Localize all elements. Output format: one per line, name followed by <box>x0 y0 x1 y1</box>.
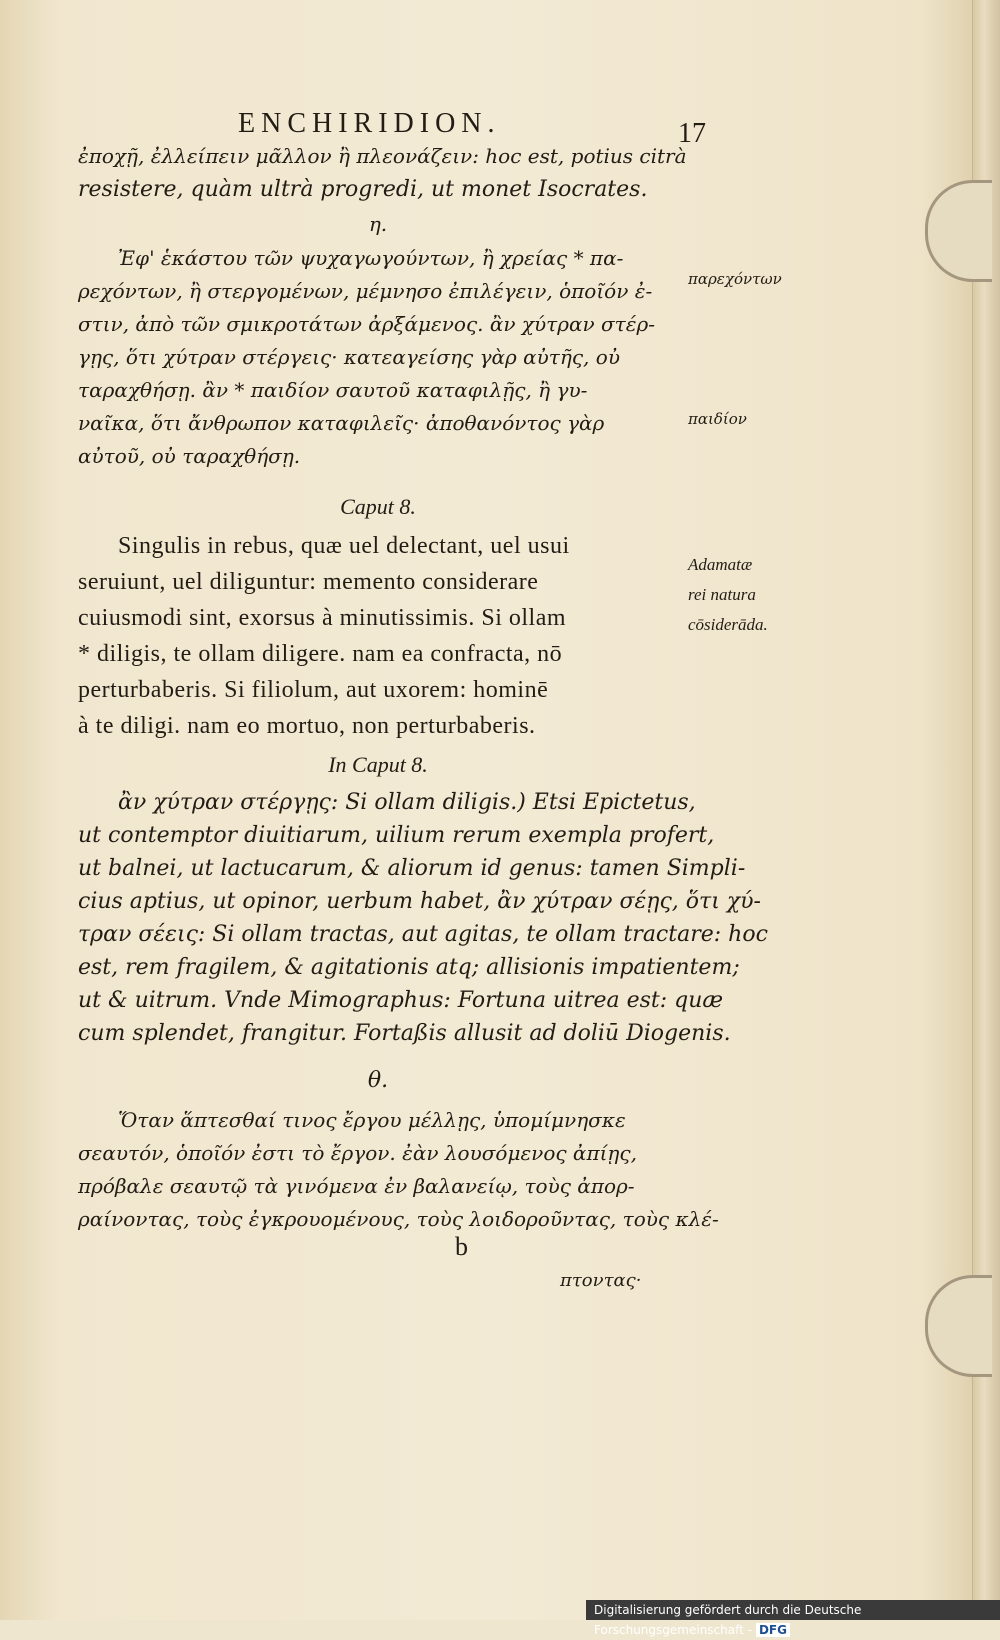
text-line: τραν σέεις: Si ollam tractas, aut agitas, te ollam tractare: hoc <box>78 922 768 947</box>
text-line: Ἐφ' ἑκάστου τῶν ψυχαγωγούντων, ἢ χρείας * πα- <box>118 246 624 270</box>
text-line: ἐποχῇ, ἐλλείπειν μᾶλλον ἢ πλεονάζειν: hoc est, potius citrà <box>78 144 687 168</box>
footer-text: Digitalisierung gefördert durch die Deutsche Forschungsgemeinschaft - <box>594 1603 862 1637</box>
text-line: Singulis in rebus, quæ uel delectant, uel usui <box>118 533 570 559</box>
commentary-text <box>78 786 768 1050</box>
margin-latin-note <box>688 550 768 640</box>
margin-line: cōsiderāda. <box>688 615 768 634</box>
signature-mark: b <box>455 1232 468 1261</box>
clasp-top <box>925 180 992 282</box>
text-line: à te diligi. nam eo mortuo, non perturbaberis. <box>78 713 536 739</box>
margin-greek-note: παιδίον <box>688 410 747 428</box>
text-line: ut contemptor diuitiarum, uilium rerum exempla profert, <box>78 823 715 848</box>
text-line: ut balnei, ut lactucarum, & aliorum id genus: tamen Simpli- <box>78 856 746 881</box>
text-line: ναῖκα, ὅτι ἄνθρωπον καταφιλεῖς· ἀποθανόντος γὰρ <box>78 411 605 435</box>
clasp-bottom <box>925 1275 992 1377</box>
text-line: ραίνοντας, τοὺς ἐγκρουομένους, τοὺς λοιδοροῦντας, τοὺς κλέ- <box>78 1207 719 1231</box>
digitization-footer <box>586 1600 1000 1637</box>
section-numeral-eta: η. <box>368 212 388 236</box>
text-line: est, rem fragilem, & agitationis atq; allisionis impatientem; <box>78 955 740 980</box>
text-line: * diligis, te ollam diligere. nam ea confracta, nō <box>78 641 563 667</box>
margin-greek-note: παρεχόντων <box>688 270 782 288</box>
text-line: resistere, quàm ultrà progredi, ut monet Isocrates. <box>78 177 648 202</box>
text-line: ut & uitrum. Vnde Mimographus: Fortuna uitrea est: quæ <box>78 988 724 1013</box>
text-line: cuiusmodi sint, exorsus à minutissimis. Si ollam <box>78 605 567 631</box>
text-line: ταραχθήσῃ. ἂν * παιδίον σαυτοῦ καταφιλῇς, ἢ γυ- <box>78 378 588 402</box>
dfg-logo: DFG <box>756 1623 790 1637</box>
chapter-text <box>78 528 678 744</box>
text-line: perturbaberis. Si filiolum, aut uxorem: hominē <box>78 677 549 703</box>
margin-line: rei natura <box>688 585 756 604</box>
text-line: ἂν χύτραν στέργῃς: Si ollam diligis.) Etsi Epictetus, <box>118 790 696 815</box>
text-line: seruiunt, uel diliguntur: memento considerare <box>78 569 539 595</box>
text-line: cius aptius, ut opinor, uerbum habet, ἂν χύτραν σέῃς, ὅτι χύ- <box>78 889 761 914</box>
text-line: αὐτοῦ, οὐ ταραχθήσῃ. <box>78 444 301 468</box>
text-line: σεαυτόν, ὁποῖόν ἐστι τὸ ἔργον. ἐὰν λουσόμενος ἀπίῃς, <box>78 1141 637 1165</box>
text-line: ρεχόντων, ἢ στεργομένων, μέμνησο ἐπιλέγειν, ὁποῖόν ἐ- <box>78 279 653 303</box>
running-head: ENCHIRIDION. <box>238 108 501 139</box>
greek-text-theta <box>78 1104 719 1236</box>
text-line: στιν, ἀπὸ τῶν σμικροτάτων ἀρξάμενος. ἂν χύτραν στέρ- <box>78 312 655 336</box>
catchword: πτοντας· <box>560 1270 642 1291</box>
text-line: Ὅταν ἅπτεσθαί τινος ἔργου μέλλῃς, ὑπομίμνησκε <box>118 1108 626 1132</box>
section-numeral-theta: θ. <box>367 1068 389 1093</box>
text-line: γῃς, ὅτι χύτραν στέργεις· κατεαγείσης γὰρ αὐτῆς, οὐ <box>78 345 620 369</box>
text-line: cum splendet, frangitur. Fortaßis allusit ad doliū Diogenis. <box>78 1021 731 1046</box>
text-line: πρόβαλε σεαυτῷ τὰ γινόμενα ἐν βαλανείῳ, τοὺς ἀπορ- <box>78 1174 635 1198</box>
chapter-heading: Caput 8. <box>340 494 416 519</box>
margin-line: Adamatæ <box>688 555 753 574</box>
commentary-heading: In Caput 8. <box>328 752 428 777</box>
greek-text-eta <box>78 242 678 473</box>
page-number: 17 <box>678 118 706 149</box>
intro-block <box>78 140 687 206</box>
